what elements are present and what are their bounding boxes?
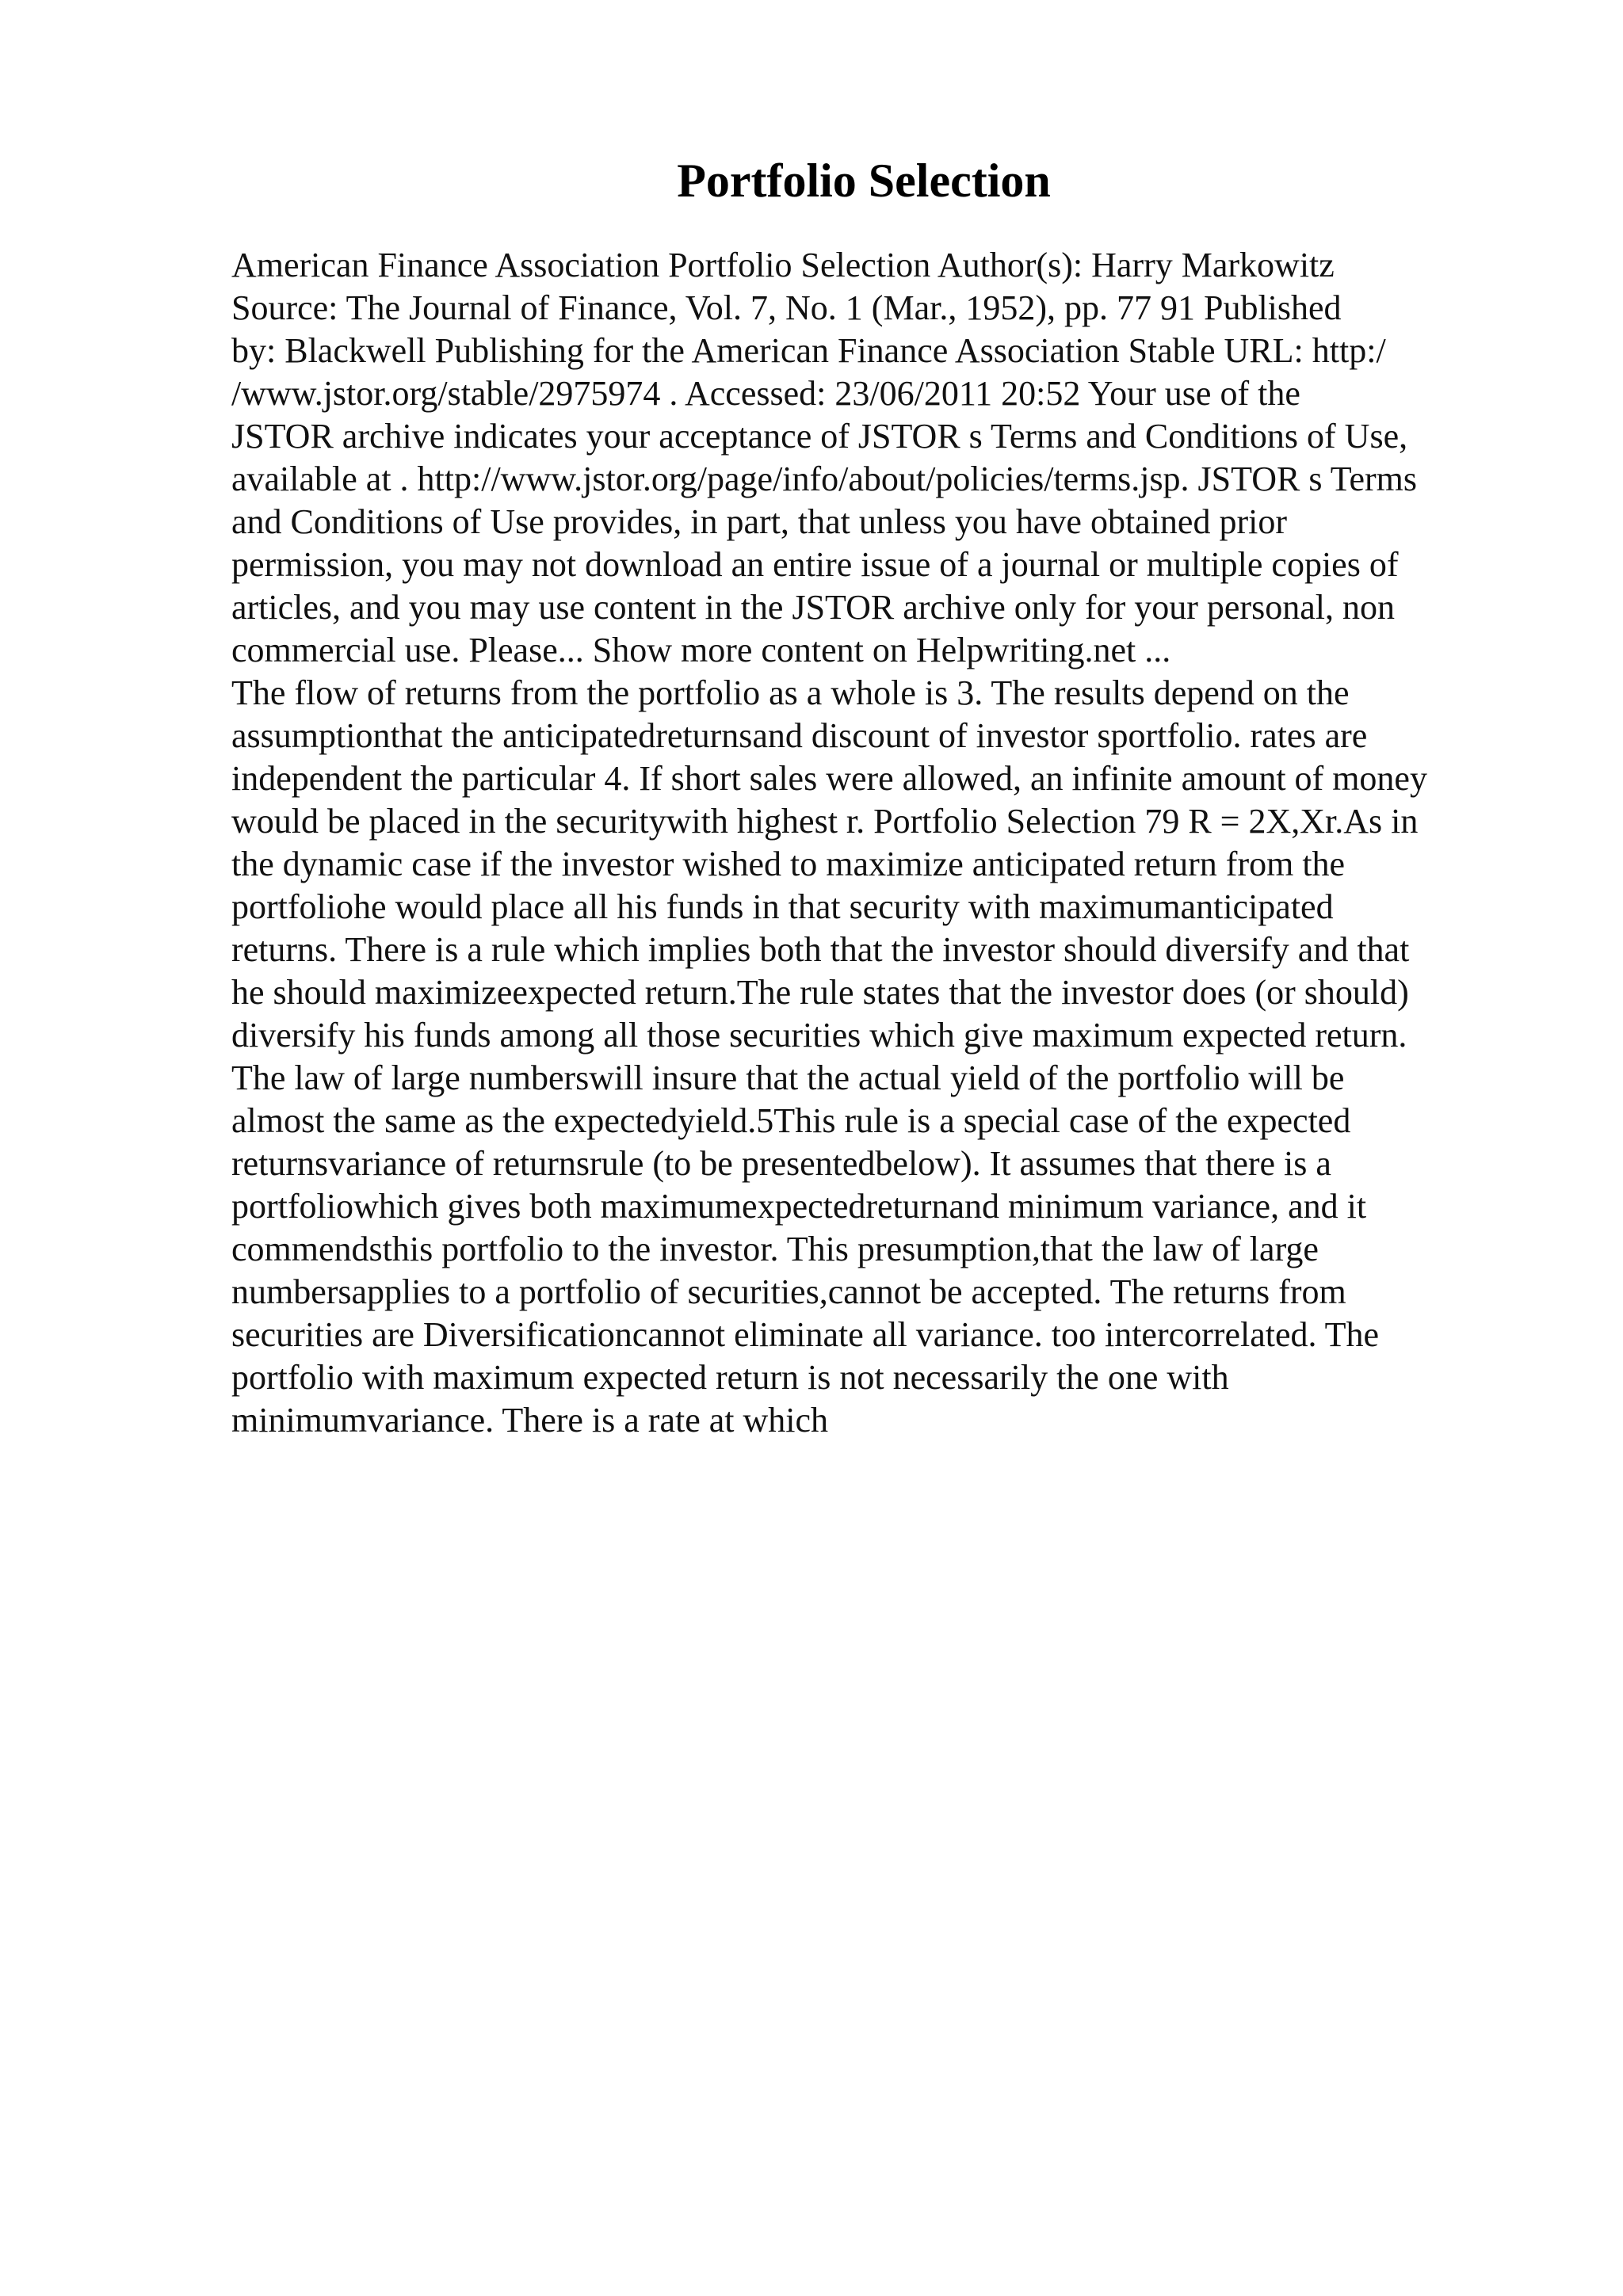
paragraph-line: The flow of returns from the portfolio as a whole is 3. The results depend on the xyxy=(231,673,1350,712)
paragraph-line: portfoliohe would place all his funds in that security with maximumanticipated xyxy=(231,887,1334,926)
paragraph-line: diversify his funds among all those securities which give maximum expected return. xyxy=(231,1016,1407,1055)
paragraph-line: returnsvariance of returnsrule (to be presentedbelow). It assumes that there is a xyxy=(231,1144,1331,1183)
paragraph-line: numbersapplies to a portfolio of securities,cannot be accepted. The returns from xyxy=(231,1272,1346,1311)
paragraph-line: commendsthis portfolio to the investor. This presumption,that the law of large xyxy=(231,1230,1319,1268)
paragraph-line: assumptionthat the anticipatedreturnsand discount of investor sportfolio. rates are xyxy=(231,716,1368,755)
paragraph-line: returns. There is a rule which implies both that the investor should diversify and that xyxy=(231,930,1410,969)
paragraph-line: permission, you may not download an entire issue of a journal or multiple copies of xyxy=(231,545,1399,584)
paragraph-line: would be placed in the securitywith highest r. Portfolio Selection 79 R = 2X,Xr.As in xyxy=(231,802,1419,841)
paragraph-line: securities are Diversificationcannot eliminate all variance. too intercorrelated. The xyxy=(231,1315,1380,1354)
paragraph-line: Source: The Journal of Finance, Vol. 7, No. 1 (Mar., 1952), pp. 77 91 Published xyxy=(231,288,1342,327)
paragraph-line: independent the particular 4. If short sales were allowed, an infinite amount of money xyxy=(231,759,1427,798)
paragraph-line: portfolio with maximum expected return is not necessarily the one with xyxy=(231,1358,1229,1397)
paragraph-line: the dynamic case if the investor wished to maximize anticipated return from the xyxy=(231,845,1346,883)
paragraph-line: available at . http://www.jstor.org/page/info/about/policies/terms.jsp. JSTOR s Terms xyxy=(231,460,1418,498)
body-paragraph xyxy=(231,672,1484,1442)
paragraph-line: portfoliowhich gives both maximumexpectedreturnand minimum variance, and it xyxy=(231,1187,1367,1226)
document-body xyxy=(231,244,1484,1442)
paragraph-line: by: Blackwell Publishing for the American Finance Association Stable URL: http:/ xyxy=(231,331,1386,370)
paragraph-line: almost the same as the expectedyield.5This rule is a special case of the expected xyxy=(231,1101,1351,1140)
paragraph-line: minimumvariance. There is a rate at which xyxy=(231,1401,829,1440)
paragraph-line: American Finance Association Portfolio Selection Author(s): Harry Markowitz xyxy=(231,246,1335,284)
paragraph-line: JSTOR archive indicates your acceptance of JSTOR s Terms and Conditions of Use, xyxy=(231,417,1408,456)
paragraph-line: /www.jstor.org/stable/2975974 . Accessed: 23/06/2011 20:52 Your use of the xyxy=(231,374,1300,413)
document-title: Portfolio Selection xyxy=(677,154,1051,207)
paragraph-line: commercial use. Please... Show more content on Helpwriting.net ... xyxy=(231,631,1171,669)
paragraph-line: he should maximizeexpected return.The rule states that the investor does (or should) xyxy=(231,973,1409,1012)
paragraph-line: and Conditions of Use provides, in part, that unless you have obtained prior xyxy=(231,502,1287,541)
paragraph-line: articles, and you may use content in the JSTOR archive only for your personal, non xyxy=(231,588,1395,627)
paragraph-line: The law of large numberswill insure that the actual yield of the portfolio will be xyxy=(231,1058,1345,1097)
citation-paragraph xyxy=(231,244,1484,672)
